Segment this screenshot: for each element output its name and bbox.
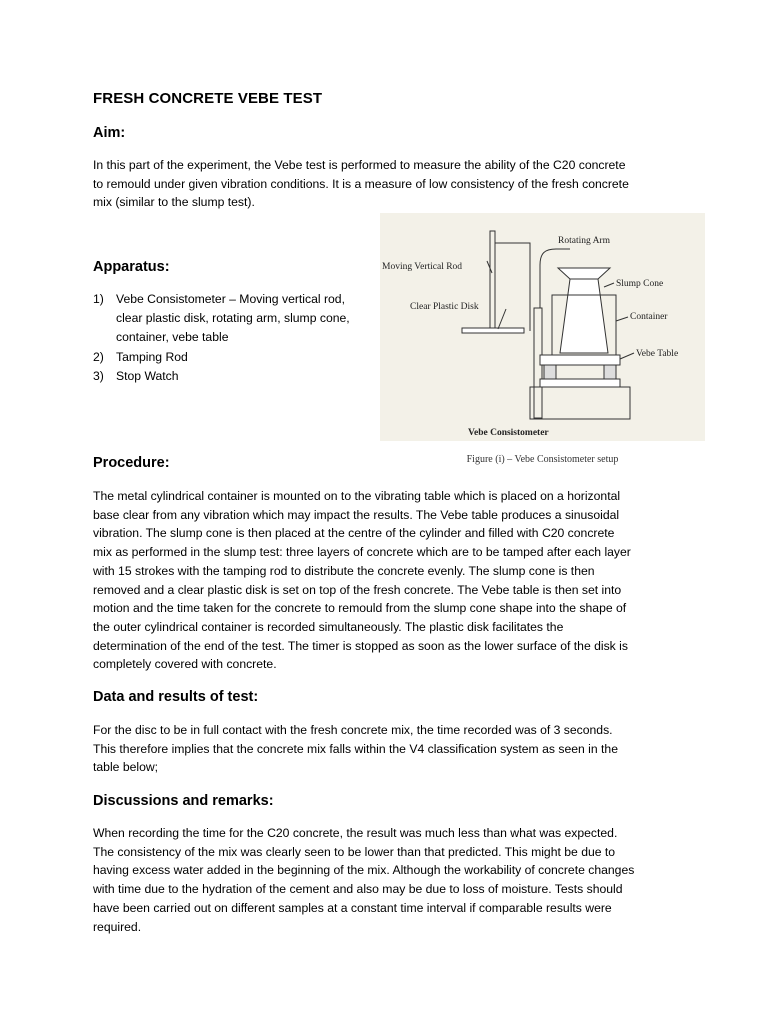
discussion-line: The consistency of the mix was clearly seen to be lower than that predicted. This might be due to bbox=[93, 844, 616, 859]
figure-caption: Figure (i) – Vebe Consistometer setup bbox=[466, 454, 619, 465]
vebe-table-label: Vebe Table bbox=[636, 349, 679, 359]
procedure-line: motion and the time taken for the concrete to remould from the slump cone shape into the shape of bbox=[93, 601, 627, 616]
moving-vertical-rod-label: Moving Vertical Rod bbox=[382, 262, 463, 272]
vebe-consistometer-label: Vebe Consistometer bbox=[468, 428, 549, 438]
discussion-line: required. bbox=[93, 919, 142, 934]
rod-arm-shape bbox=[495, 243, 530, 331]
spring-left-shape bbox=[544, 365, 556, 379]
aim-line: In this part of the experiment, the Vebe test is performed to measure the ability of the C20 concrete bbox=[93, 158, 626, 172]
rotating-arm-label: Rotating Arm bbox=[558, 236, 610, 246]
aim-line: to remould under given vibration conditions. It is a measure of low consistency of the fresh concrete bbox=[93, 176, 629, 191]
aim-heading: Aim: bbox=[93, 125, 126, 141]
discussion-line: have been carried out on different samples at a constant time interval if comparable results were bbox=[93, 900, 612, 915]
list-item-text: container, vebe table bbox=[116, 330, 229, 345]
document-title: FRESH CONCRETE VEBE TEST bbox=[93, 90, 323, 107]
aim-paragraph bbox=[93, 156, 683, 212]
list-item bbox=[93, 348, 383, 367]
slump-cone-shape bbox=[560, 279, 608, 353]
vebe-table-base-shape bbox=[530, 387, 630, 419]
procedure-line: completely covered with concrete. bbox=[93, 657, 277, 672]
leader-line bbox=[616, 317, 628, 321]
list-number: 1) bbox=[93, 292, 104, 306]
list-item-text: Tamping Rod bbox=[116, 349, 188, 364]
leader-line bbox=[498, 309, 506, 329]
discussion-line: When recording the time for the C20 concrete, the result was much less than what was expected. bbox=[93, 826, 618, 840]
leader-line bbox=[620, 353, 634, 359]
plastic-disk-shape bbox=[462, 328, 524, 333]
list-item-text: clear plastic disk, rotating arm, slump cone, bbox=[116, 311, 350, 326]
list-item bbox=[93, 367, 383, 386]
vebe-consistometer-figure bbox=[380, 213, 705, 441]
data-results-heading: Data and results of test: bbox=[93, 689, 259, 705]
rotating-arm-shape bbox=[540, 249, 570, 265]
vebe-table-mid-shape bbox=[540, 379, 620, 387]
apparatus-heading: Apparatus: bbox=[93, 259, 170, 275]
data-results-paragraph bbox=[93, 721, 683, 777]
list-number: 3) bbox=[93, 368, 104, 383]
aim-line: mix (similar to the slump test). bbox=[93, 195, 255, 210]
procedure-line: removed and a clear plastic disk is set on top of the fresh concrete. The Vebe table is then set into bbox=[93, 582, 622, 597]
vebe-table-top-shape bbox=[540, 355, 620, 365]
procedure-line: vibration. The slump cone is then placed at the centre of the cylinder and filled with C20 concrete bbox=[93, 526, 615, 541]
list-item-text: Vebe Consistometer – Moving vertical rod, bbox=[116, 292, 345, 306]
list-number: 2) bbox=[93, 349, 104, 364]
clear-plastic-disk-label: Clear Plastic Disk bbox=[410, 302, 479, 312]
procedure-paragraph bbox=[93, 487, 683, 674]
procedure-line: The metal cylindrical container is mounted on to the vibrating table which is placed on a horizontal bbox=[93, 489, 621, 503]
discussion-line: with time due to the hydration of the cement and also may be due to loss of moisture. Tests should bbox=[93, 882, 623, 897]
procedure-line: determination of the end of the test. The timer is stopped as soon as the lower surface of the disk is bbox=[93, 638, 628, 653]
slump-cone-label: Slump Cone bbox=[616, 279, 664, 289]
container-label: Container bbox=[630, 312, 668, 322]
data-results-line: This therefore implies that the concrete mix falls within the V4 classification system as seen in the bbox=[93, 741, 618, 756]
vebe-consistometer-diagram bbox=[380, 213, 705, 441]
procedure-line: with 15 strokes with the tamping rod to distribute the concrete evenly. The slump cone is then bbox=[93, 563, 595, 578]
procedure-line: the outer cylindrical container is recorded simultaneously. The plastic disk facilitates the bbox=[93, 619, 564, 634]
vertical-rod-shape bbox=[490, 231, 495, 331]
procedure-line: base clear from any vibration which may impact the results. The Vebe table produces a sinusoidal bbox=[93, 507, 620, 522]
discussion-heading: Discussions and remarks: bbox=[93, 793, 274, 809]
discussion-paragraph bbox=[93, 824, 683, 936]
list-item-text: Stop Watch bbox=[116, 368, 179, 383]
leader-line bbox=[604, 283, 614, 287]
data-results-line: For the disc to be in full contact with the fresh concrete mix, the time recorded was of 3 seconds. bbox=[93, 723, 613, 737]
data-results-line: table below; bbox=[93, 760, 159, 775]
apparatus-list bbox=[93, 290, 383, 386]
discussion-line: having excess water added in the beginning of the mix. Although the workability of concrete changes bbox=[93, 863, 635, 878]
procedure-line: mix as performed in the slump test: three layers of concrete which are to be tamped after each layer bbox=[93, 545, 631, 560]
spring-right-shape bbox=[604, 365, 616, 379]
procedure-heading: Procedure: bbox=[93, 455, 170, 471]
hopper-shape bbox=[558, 268, 610, 279]
list-item bbox=[93, 290, 383, 348]
